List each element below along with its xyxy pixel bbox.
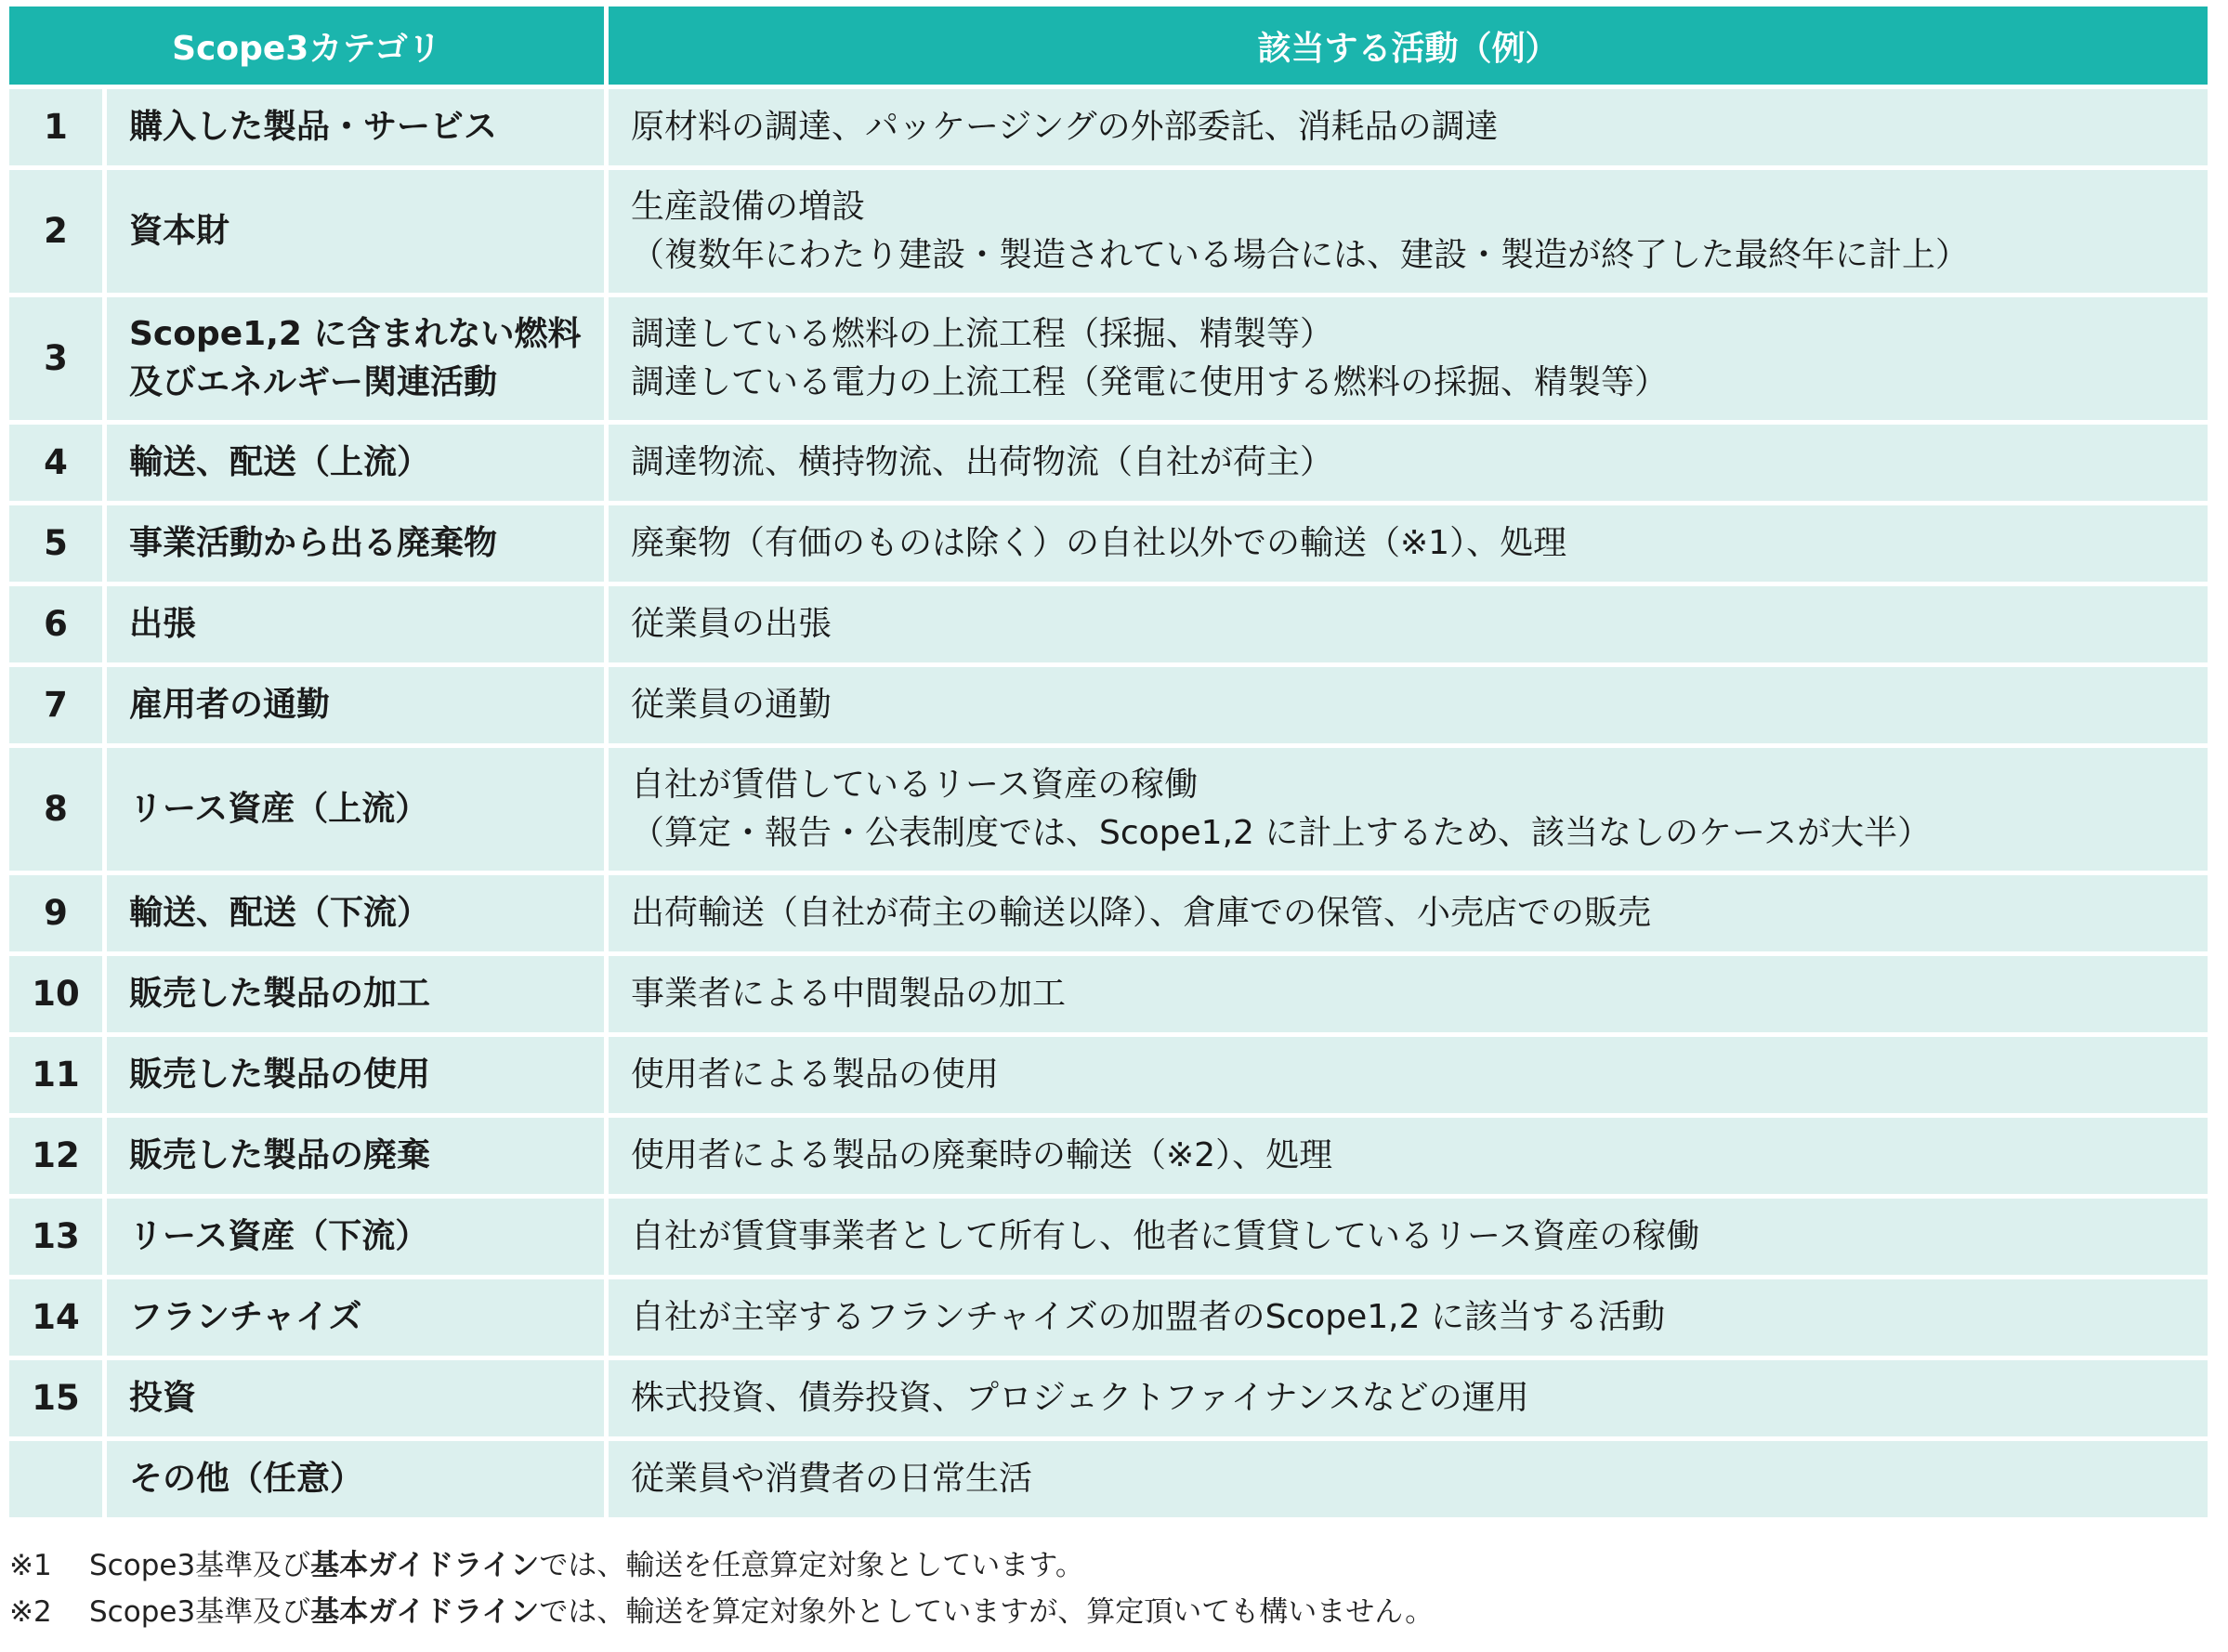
activity-line: 生産設備の増設 [631, 188, 866, 226]
category-name-line: その他（任意） [129, 1460, 364, 1498]
category-name-line: 雇用者の通勤 [129, 686, 331, 724]
header-activity: 該当する活動（例） [609, 7, 2208, 85]
category-name-line: フランチャイズ [129, 1298, 362, 1336]
activity-line: 調達している燃料の上流工程（採掘、精製等） [631, 315, 1334, 353]
category-number: 12 [9, 1118, 102, 1194]
activity-example [609, 425, 2208, 501]
activity-line: 自社が主宰するフランチャイズの加盟者のScope1,2 に該当する活動 [631, 1298, 1665, 1336]
category-name [107, 297, 604, 420]
category-number: 13 [9, 1199, 102, 1275]
activity-line: 株式投資、債券投資、プロジェクトファイナンスなどの運用 [631, 1379, 1529, 1417]
activity-example [609, 505, 2208, 582]
table-row [9, 1360, 2208, 1436]
activity-line: 事業者による中間製品の加工 [631, 975, 1067, 1013]
category-name [107, 1199, 604, 1275]
footnote-text [89, 1542, 1084, 1589]
category-number: 5 [9, 505, 102, 582]
table-body [9, 89, 2208, 1517]
footnote-text [89, 1589, 1434, 1635]
category-name-line: 販売した製品の加工 [129, 975, 431, 1013]
activity-line: 自社が賃借しているリース資産の稼働 [631, 766, 1199, 804]
activity-example [609, 875, 2208, 951]
category-number: 6 [9, 586, 102, 662]
category-name-line: 販売した製品の廃棄 [129, 1136, 431, 1174]
activity-example [609, 586, 2208, 662]
footnotes [9, 1542, 2217, 1635]
category-number: 7 [9, 667, 102, 743]
table-row [9, 586, 2208, 662]
footnote [9, 1589, 2217, 1635]
category-name [107, 586, 604, 662]
header-category: Scope3カテゴリ [9, 7, 604, 85]
category-number: 8 [9, 748, 102, 871]
table-row [9, 505, 2208, 582]
scope3-category-table [5, 2, 2212, 1522]
category-name-line: リース資産（下流） [129, 1217, 429, 1255]
category-name-line: 事業活動から出る廃棄物 [129, 524, 498, 562]
activity-line: 使用者による製品の使用 [631, 1055, 1000, 1094]
table-row [9, 297, 2208, 420]
activity-line: 従業員の出張 [631, 605, 832, 643]
table-row [9, 170, 2208, 293]
activity-example [609, 1441, 2208, 1517]
category-name-line: リース資産（上流） [129, 790, 429, 828]
activity-line: （複数年にわたり建設・製造されている場合には、建設・製造が終了した最終年に計上） [631, 236, 1970, 274]
activity-example [609, 1279, 2208, 1356]
footnote-mark: ※2 [9, 1595, 52, 1629]
footnote-text-suffix: では、輸送を任意算定対象としています。 [539, 1549, 1084, 1582]
activity-line: 自社が賃貸事業者として所有し、他者に賃貸しているリース資産の稼働 [631, 1217, 1700, 1255]
table-row [9, 1118, 2208, 1194]
footnote-text-prefix: Scope3基準及び [89, 1549, 311, 1582]
footnote-text-bold: 基本ガイドライン [310, 1549, 540, 1582]
category-name-line: Scope1,2 に含まれない燃料 [129, 315, 582, 353]
category-number: 10 [9, 956, 102, 1032]
activity-line: 調達物流、横持物流、出荷物流（自社が荷主） [631, 443, 1334, 481]
category-number: 1 [9, 89, 102, 165]
category-name [107, 89, 604, 165]
category-number [9, 1441, 102, 1517]
category-number: 11 [9, 1037, 102, 1113]
table-header-row [9, 7, 2208, 85]
activity-example [609, 748, 2208, 871]
activity-line: 原材料の調達、パッケージングの外部委託、消耗品の調達 [631, 108, 1499, 146]
category-name [107, 1037, 604, 1113]
activity-example [609, 956, 2208, 1032]
table-row [9, 956, 2208, 1032]
footnote-text-bold: 基本ガイドライン [310, 1595, 540, 1629]
activity-example [609, 1199, 2208, 1275]
table-row [9, 425, 2208, 501]
category-number: 3 [9, 297, 102, 420]
activity-example [609, 1037, 2208, 1113]
footnote-text-suffix: では、輸送を算定対象外としていますが、算定頂いても構いません。 [539, 1595, 1435, 1629]
category-number: 15 [9, 1360, 102, 1436]
activity-example [609, 1360, 2208, 1436]
category-name-line: 購入した製品・サービス [129, 108, 498, 146]
category-name [107, 1279, 604, 1356]
category-name [107, 875, 604, 951]
table-row [9, 1037, 2208, 1113]
category-name-line: 投資 [129, 1379, 197, 1417]
category-name [107, 667, 604, 743]
category-name [107, 505, 604, 582]
table-row [9, 1199, 2208, 1275]
category-name [107, 748, 604, 871]
activity-example [609, 170, 2208, 293]
category-name-line: 資本財 [129, 212, 230, 250]
category-name [107, 1360, 604, 1436]
table-row [9, 89, 2208, 165]
category-name [107, 956, 604, 1032]
category-name-line: 輸送、配送（上流） [129, 443, 431, 481]
table-row [9, 1279, 2208, 1356]
activity-line: 従業員や消費者の日常生活 [631, 1460, 1033, 1498]
table-row [9, 667, 2208, 743]
activity-line: 従業員の通勤 [631, 686, 832, 724]
activity-example [609, 297, 2208, 420]
activity-line: 使用者による製品の廃棄時の輸送（※2）、処理 [631, 1136, 1333, 1174]
activity-example [609, 1118, 2208, 1194]
category-number: 14 [9, 1279, 102, 1356]
footnote-text-prefix: Scope3基準及び [89, 1595, 311, 1629]
activity-example [609, 667, 2208, 743]
category-name [107, 1441, 604, 1517]
category-number: 9 [9, 875, 102, 951]
category-number: 2 [9, 170, 102, 293]
activity-line: 廃棄物（有価のものは除く）の自社以外での輸送（※1）、処理 [631, 524, 1567, 562]
footnote-mark: ※1 [9, 1549, 52, 1582]
category-name-line: 輸送、配送（下流） [129, 894, 431, 932]
category-name [107, 1118, 604, 1194]
category-name [107, 425, 604, 501]
category-name [107, 170, 604, 293]
activity-line: 出荷輸送（自社が荷主の輸送以降）、倉庫での保管、小売店での販売 [631, 894, 1652, 932]
category-name-line: 及びエネルギー関連活動 [129, 363, 498, 401]
activity-line: 調達している電力の上流工程（発電に使用する燃料の採掘、精製等） [631, 363, 1669, 401]
footnote [9, 1542, 2217, 1589]
table-row [9, 748, 2208, 871]
table-row [9, 1441, 2208, 1517]
activity-example [609, 89, 2208, 165]
category-number: 4 [9, 425, 102, 501]
activity-line: （算定・報告・公表制度では、Scope1,2 に計上するため、該当なしのケースが大半） [631, 814, 1932, 852]
category-name-line: 出張 [129, 605, 197, 643]
table-row [9, 875, 2208, 951]
category-name-line: 販売した製品の使用 [129, 1055, 431, 1094]
